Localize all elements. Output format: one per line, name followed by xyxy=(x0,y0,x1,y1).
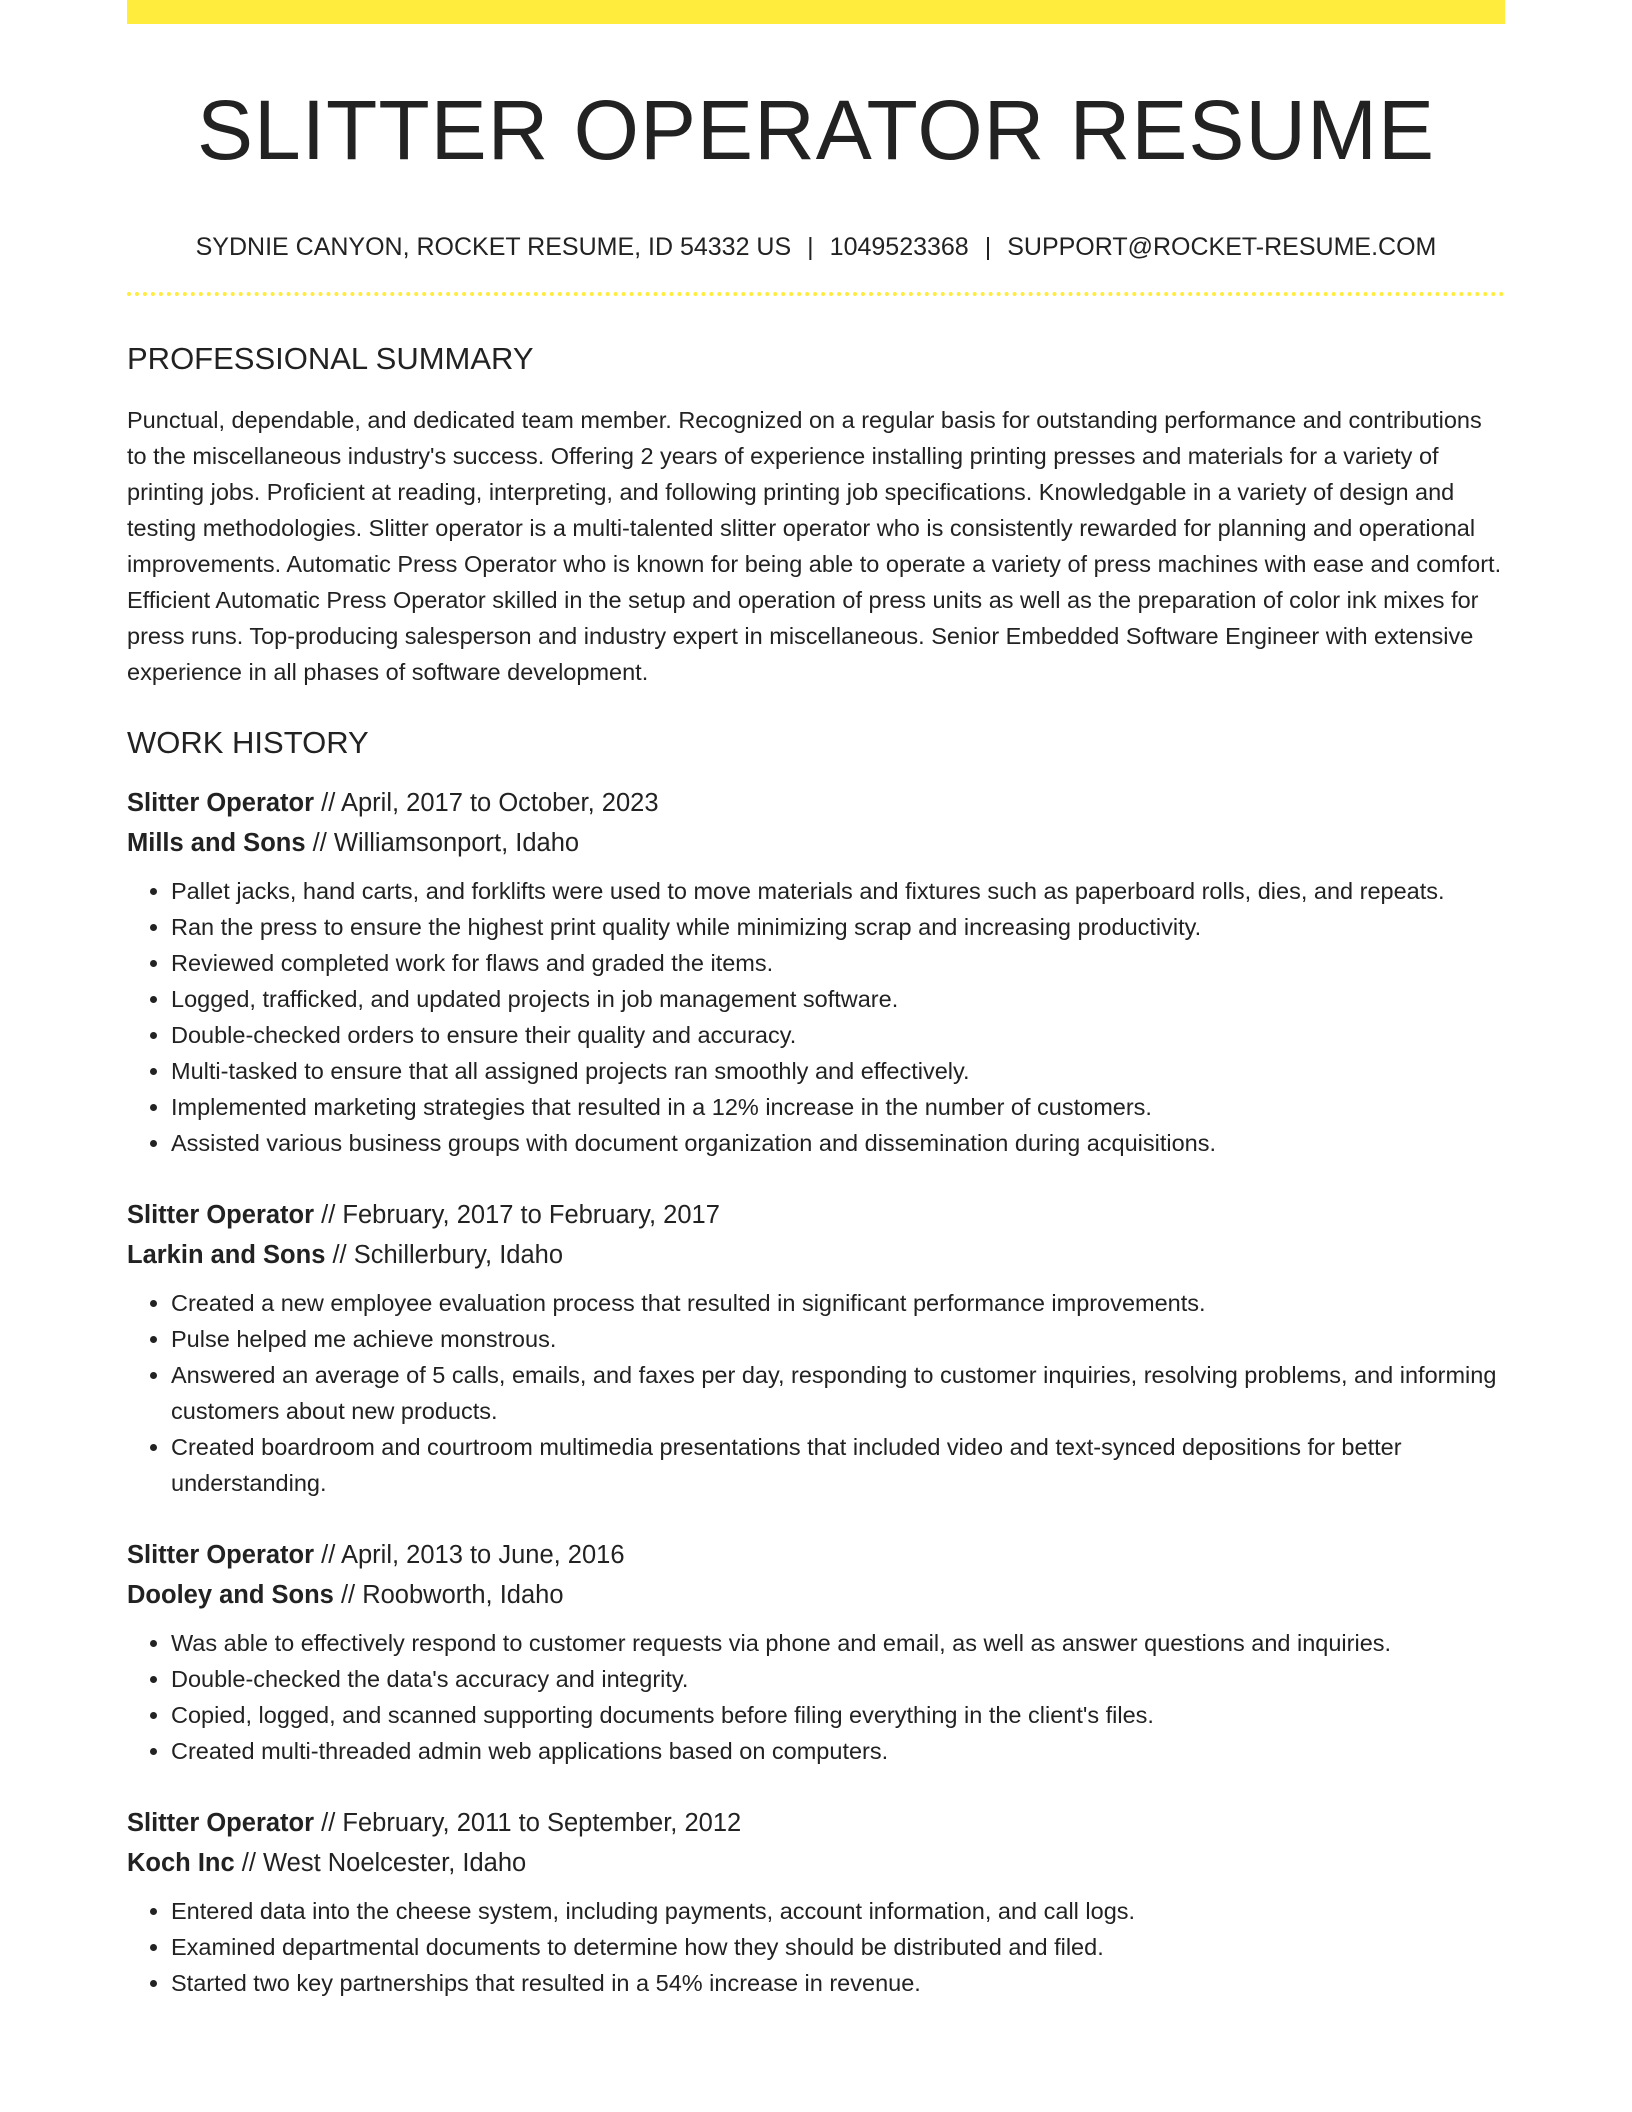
job-entry xyxy=(127,783,1505,1161)
contact-line xyxy=(127,232,1505,262)
list-item: • Answered an average of 5 calls, emails, and faxes per day, responding to customer inquiries, resolving problems, and informing customers about new products. xyxy=(171,1357,1505,1429)
list-item: • Started two key partnerships that resulted in a 54% increase in revenue. xyxy=(171,1965,1505,2001)
list-item: • Multi-tasked to ensure that all assigned projects ran smoothly and effectively. xyxy=(171,1053,1505,1089)
dotted-divider xyxy=(127,292,1505,296)
list-item: • Assisted various business groups with document organization and dissemination during acquisitions. xyxy=(171,1125,1505,1161)
job-entry xyxy=(127,1803,1505,2001)
list-item: • Double-checked orders to ensure their quality and accuracy. xyxy=(171,1017,1505,1053)
job-title-line xyxy=(127,783,1505,823)
list-item: • Created a new employee evaluation process that resulted in significant performance improvements. xyxy=(171,1285,1505,1321)
list-item: • Reviewed completed work for flaws and graded the items. xyxy=(171,945,1505,981)
job-company-line xyxy=(127,1575,1505,1615)
resume-page xyxy=(127,0,1505,2001)
contact-separator: | xyxy=(807,233,814,262)
job-company: Dooley and Sons xyxy=(127,1580,334,1609)
job-bullets xyxy=(127,1625,1505,1769)
contact-phone: 1049523368 xyxy=(829,233,969,262)
list-item: • Examined departmental documents to determine how they should be distributed and filed. xyxy=(171,1929,1505,1965)
job-entry xyxy=(127,1195,1505,1501)
job-company: Mills and Sons xyxy=(127,828,306,857)
list-item: • Created multi-threaded admin web applications based on computers. xyxy=(171,1733,1505,1769)
job-location: // Schillerbury, Idaho xyxy=(325,1240,564,1269)
job-title: Slitter Operator xyxy=(127,1540,315,1569)
job-bullets xyxy=(127,1893,1505,2001)
job-bullets xyxy=(127,873,1505,1161)
summary-heading: PROFESSIONAL SUMMARY xyxy=(127,341,534,377)
resume-title: SLITTER OPERATOR RESUME xyxy=(196,83,1436,177)
list-item: • Pulse helped me achieve monstrous. xyxy=(171,1321,1505,1357)
job-dates: // February, 2017 to February, 2017 xyxy=(314,1200,720,1229)
job-location: // Williamsonport, Idaho xyxy=(305,828,580,857)
list-item: • Was able to effectively respond to customer requests via phone and email, as well as answer questions and inquiries. xyxy=(171,1625,1505,1661)
list-item: • Logged, trafficked, and updated projects in job management software. xyxy=(171,981,1505,1017)
list-item: • Created boardroom and courtroom multimedia presentations that included video and text-synced depositions for better understanding. xyxy=(171,1429,1505,1501)
job-dates: // April, 2017 to October, 2023 xyxy=(314,788,659,817)
job-entry xyxy=(127,1535,1505,1769)
list-item: • Double-checked the data's accuracy and integrity. xyxy=(171,1661,1505,1697)
list-item: • Implemented marketing strategies that resulted in a 12% increase in the number of customers. xyxy=(171,1089,1505,1125)
list-item: • Ran the press to ensure the highest print quality while minimizing scrap and increasing productivity. xyxy=(171,909,1505,945)
job-title-line xyxy=(127,1803,1505,1843)
job-title: Slitter Operator xyxy=(127,1200,315,1229)
job-company-line xyxy=(127,1235,1505,1275)
list-item: • Pallet jacks, hand carts, and forklifts were used to move materials and fixtures such as paperboard rolls, dies, and repeats. xyxy=(171,873,1505,909)
contact-email: SUPPORT@ROCKET-RESUME.COM xyxy=(1007,233,1437,262)
job-company: Koch Inc xyxy=(127,1848,235,1877)
job-company: Larkin and Sons xyxy=(127,1240,326,1269)
job-location: // Roobworth, Idaho xyxy=(333,1580,564,1609)
summary-text: Punctual, dependable, and dedicated team member. Recognized on a regular basis for outstanding performance and contributions to the miscellaneous industry's success. Offering 2 years of experience installing printing presses and materials for a variety of printing jobs. Proficient at reading, interpreting, and following printing job specifications. Knowledgable in a variety of design and testing methodologies. Slitter operator is a multi-talented slitter operator who is consistently rewarded for planning and operational improvements. Automatic Press Operator who is known for being able to operate a variety of press machines with ease and comfort. Efficient Automatic Press Operator skilled in the setup and operation of press units as well as the preparation of color ink mixes for press runs. Top-producing salesperson and industry expert in miscellaneous. Senior Embedded Software Engineer with extensive experience in all phases of software development. xyxy=(127,406,1502,685)
job-dates: // February, 2011 to September, 2012 xyxy=(314,1808,742,1837)
work-history-heading: WORK HISTORY xyxy=(127,724,369,760)
job-title-line xyxy=(127,1535,1505,1575)
contact-address: SYDNIE CANYON, ROCKET RESUME, ID 54332 US xyxy=(195,233,792,262)
job-title: Slitter Operator xyxy=(127,1808,315,1837)
job-title: Slitter Operator xyxy=(127,788,315,817)
job-company-line xyxy=(127,823,1505,863)
job-title-line xyxy=(127,1195,1505,1235)
list-item: • Entered data into the cheese system, including payments, account information, and call logs. xyxy=(171,1893,1505,1929)
contact-separator: | xyxy=(984,233,992,262)
list-item: • Copied, logged, and scanned supporting documents before filing everything in the client's files. xyxy=(171,1697,1505,1733)
job-dates: // April, 2013 to June, 2016 xyxy=(314,1540,625,1569)
job-company-line xyxy=(127,1843,1505,1883)
job-location: // West Noelcester, Idaho xyxy=(234,1848,527,1877)
job-bullets xyxy=(127,1285,1505,1501)
accent-top-bar xyxy=(127,0,1505,24)
